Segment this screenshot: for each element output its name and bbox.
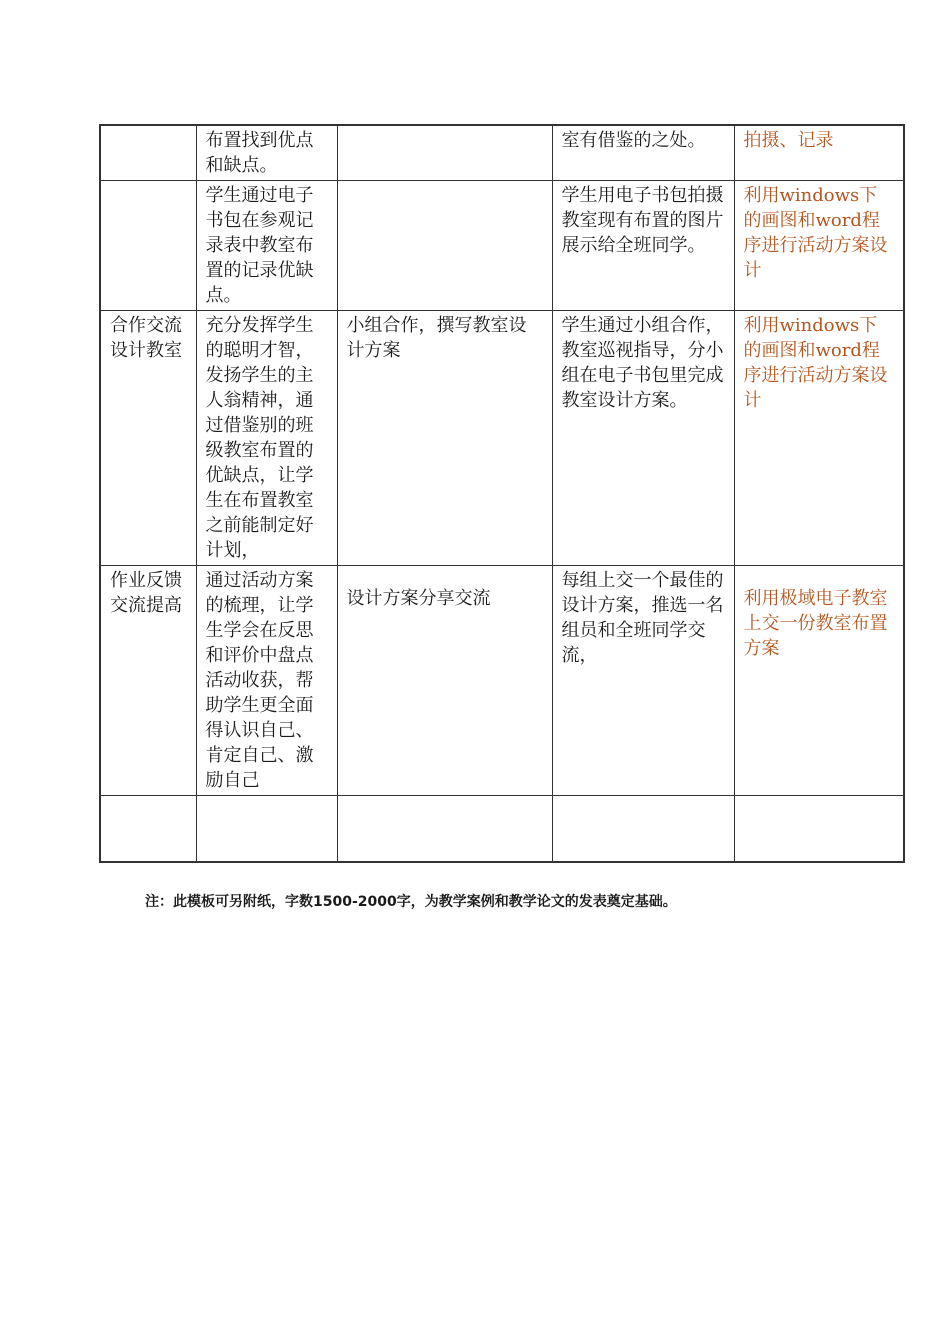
table-cell-stage: 作业反馈交流提高 — [100, 566, 196, 796]
table-cell-tech: 拍摄、记录 — [734, 125, 904, 181]
table-cell-content — [337, 796, 552, 862]
table-row — [100, 125, 904, 181]
table-cell-goal: 学生通过电子书包在参观记录表中教室布置的记录优缺点。 — [196, 181, 337, 311]
table-cell-tech: 利用极域电子教室上交一份教室布置方案 — [734, 566, 904, 796]
table-cell-stage — [100, 125, 196, 181]
footnote: 注：此模板可另附纸，字数1500-2000字，为教学案例和教学论文的发表奠定基础。 — [145, 894, 677, 910]
activity-plan-table — [99, 124, 905, 863]
table-cell-content: 设计方案分享交流 — [337, 566, 552, 796]
table-cell-activity: 学生通过小组合作，教室巡视指导，分小组在电子书包里完成教室设计方案。 — [552, 311, 734, 566]
table-cell-activity: 每组上交一个最佳的设计方案，推选一名组员和全班同学交流， — [552, 566, 734, 796]
table-cell-tech — [734, 796, 904, 862]
table-row — [100, 796, 904, 862]
table-cell-stage — [100, 181, 196, 311]
table-cell-goal: 通过活动方案的梳理，让学生学会在反思和评价中盘点活动收获，帮助学生更全面得认识自己、肯定自己、激励自己 — [196, 566, 337, 796]
table-cell-tech: 利用windows下的画图和word程序进行活动方案设计 — [734, 181, 904, 311]
table-cell-goal: 充分发挥学生的聪明才智，发扬学生的主人翁精神，通过借鉴别的班级教室布置的优缺点，让学生在布置教室之前能制定好计划， — [196, 311, 337, 566]
table-cell-tech: 利用windows下的画图和word程序进行活动方案设计 — [734, 311, 904, 566]
table-cell-activity: 学生用电子书包拍摄教室现有布置的图片展示给全班同学。 — [552, 181, 734, 311]
table-cell-content: 小组合作，撰写教室设计方案 — [337, 311, 552, 566]
table-cell-stage — [100, 796, 196, 862]
table-cell-content — [337, 181, 552, 311]
table-cell-goal — [196, 796, 337, 862]
table-row — [100, 311, 904, 566]
table-cell-goal: 布置找到优点和缺点。 — [196, 125, 337, 181]
table-cell-content — [337, 125, 552, 181]
table-row — [100, 181, 904, 311]
table-cell-stage: 合作交流设计教室 — [100, 311, 196, 566]
table-row — [100, 566, 904, 796]
table-cell-activity — [552, 796, 734, 862]
table-cell-activity: 室有借鉴的之处。 — [552, 125, 734, 181]
